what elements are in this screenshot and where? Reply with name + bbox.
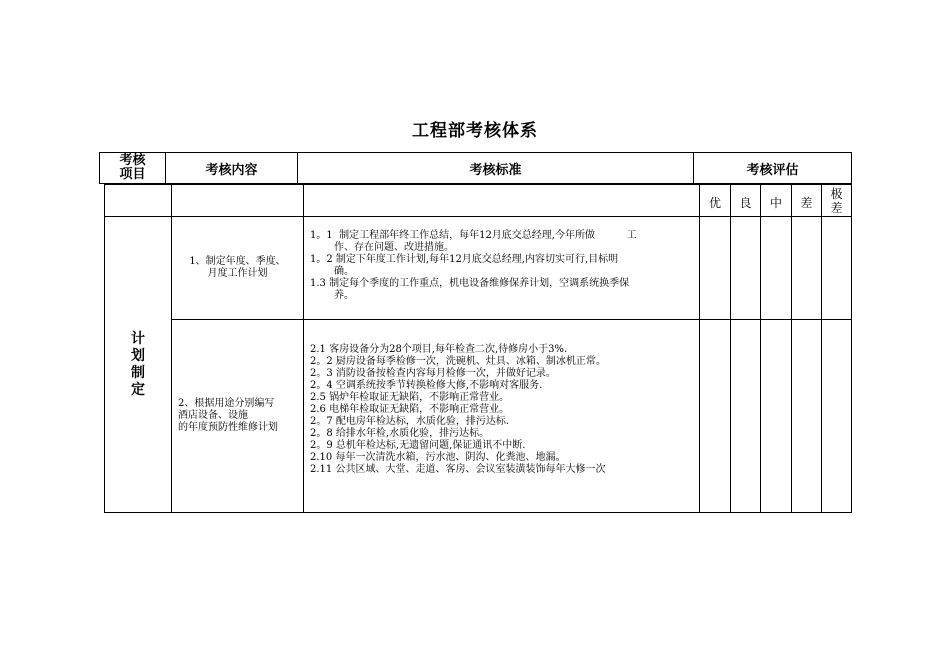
standard-line: 2。4 空调系统按季节转换检修大修,不影响对客服务.: [310, 380, 543, 391]
standard-line: 2.1 客房设备分为28个项目,每年检查二次,待修房小于3%.: [310, 344, 568, 355]
content-line: 2、根据用途分别编写: [178, 398, 275, 409]
standard-line: 确。: [334, 266, 354, 277]
grade-cell: [791, 319, 822, 513]
row2-standards: [303, 319, 700, 513]
header-standard: 考核标准: [297, 152, 694, 184]
category-char: 制: [131, 364, 145, 381]
header-evaluation: 考核评估: [693, 152, 852, 184]
standard-line: 2。2 厨房设备每季检修一次，洗碗机、灶具、冰箱、制冰机正常。: [310, 356, 606, 367]
standard-line: 2.10 每年一次清洗水箱，污水池、阴沟、化粪池、地漏。: [310, 452, 566, 463]
grade-excellent: 优: [699, 184, 731, 217]
grade-cell: [760, 319, 792, 513]
page-title: 工程部考核体系: [412, 121, 538, 141]
content-line: 酒店设备、设施: [178, 410, 248, 421]
standard-line: 1。1 制定工程部年终工作总结，每年12月底交总经理,今年所做 工: [310, 230, 637, 241]
grade-cell: [730, 216, 761, 320]
category-char: 定: [131, 381, 145, 398]
grade-average: 中: [760, 184, 792, 217]
grade-cell: [760, 216, 792, 320]
grade-cell: [699, 216, 731, 320]
standard-line: 1.3 制定每个季度的工作重点，机电设备维修保养计划，空调系统换季保: [310, 278, 630, 289]
header-content: 考核内容: [165, 152, 298, 184]
grade-cell: [821, 319, 852, 513]
content-line: 的年度预防性维修计划: [178, 422, 278, 433]
category-char: 计: [131, 330, 145, 347]
grade-cell: [699, 319, 731, 513]
blank-cell: [303, 184, 700, 217]
grade-very-poor: 极 差: [821, 184, 852, 217]
standard-line: 作、存在问题、改进措施。: [334, 242, 454, 253]
grade-cell: [730, 319, 761, 513]
standard-line: 养。: [334, 290, 354, 301]
header-item: 考核 项目: [99, 152, 166, 184]
standard-line: 2。7 配电房年检达标，水质化验，排污达标.: [310, 416, 510, 427]
row1-content: 1、制定年度、季度、 月度工作计划: [171, 216, 304, 320]
standard-line: 2.11 公共区域、大堂、走道、客房、会议室装潢装饰每年大修一次: [310, 464, 606, 475]
grade-cell: [791, 216, 822, 320]
standard-line: 2.5 锅炉年检取证无缺陷，不影响正常营业。: [310, 392, 510, 403]
table-header: [99, 152, 852, 184]
blank-cell: [104, 184, 172, 217]
grade-cell: [821, 216, 852, 320]
assessment-table: [104, 184, 852, 513]
standard-line: 1。2 制定下年度工作计划,每年12月底交总经理,内容切实可行,目标明: [310, 254, 619, 265]
standard-line: 2.6 电梯年检取证无缺陷，不影响正常营业。: [310, 404, 510, 415]
standard-line: 2。3 消防设备按检查内容每月检修一次，并做好记录。: [310, 368, 556, 379]
blank-cell: [171, 184, 304, 217]
standard-line: 2。8 给排水年检,水质化验，排污达标。: [310, 428, 490, 439]
category-cell: [104, 216, 172, 513]
row2-content: [171, 319, 304, 513]
grade-good: 良: [730, 184, 761, 217]
row1-standards: [303, 216, 700, 320]
standard-line: 2。9 总机年检达标,无遗留问题,保证通讯不中断.: [310, 440, 526, 451]
category-char: 划: [131, 347, 145, 364]
grade-poor: 差: [791, 184, 822, 217]
